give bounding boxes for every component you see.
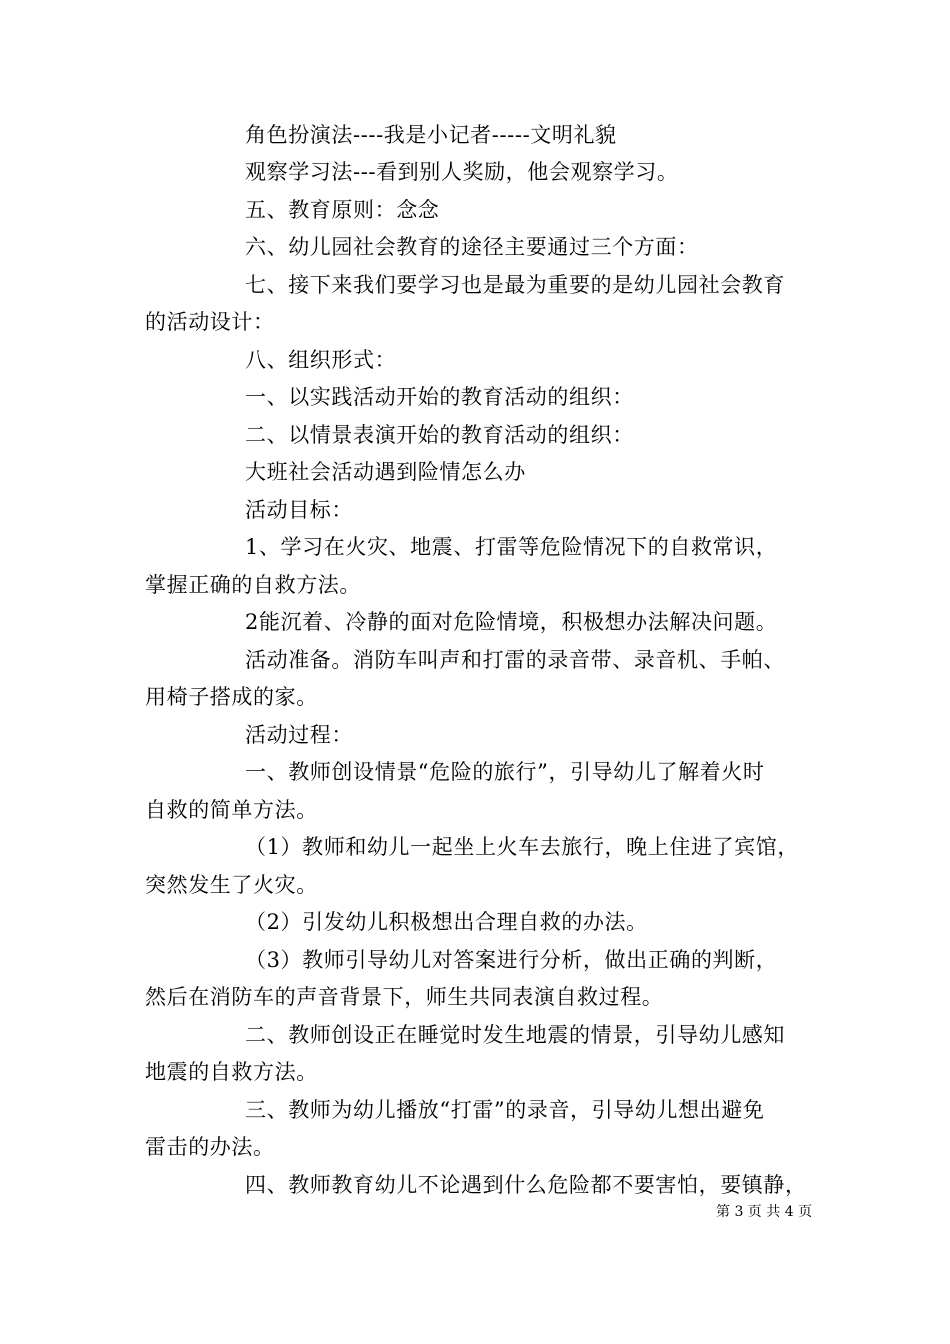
text-line: 一、教师创设情景“危险的旅行”，引导幼儿了解着火时 xyxy=(245,760,765,784)
text-line: 二、以情景表演开始的教育活动的组织： xyxy=(245,423,634,447)
text-line: 活动准备。消防车叫声和打雷的录音带、录音机、手帕、 xyxy=(245,648,785,672)
text-line: 四、教师教育幼儿不论遇到什么危险都不要害怕，要镇静， xyxy=(245,1173,807,1197)
text-line: 的活动设计： xyxy=(145,310,275,334)
text-line: 角色扮演法----我是小记者-----文明礼貌 xyxy=(245,123,617,147)
text-line: 一、以实践活动开始的教育活动的组织： xyxy=(245,385,634,409)
text-line: 雷击的办法。 xyxy=(145,1135,275,1159)
text-line: （1）教师和幼儿一起坐上火车去旅行，晚上住进了宾馆， xyxy=(245,835,799,859)
text-line: 大班社会活动遇到险情怎么办 xyxy=(245,460,526,484)
text-line: 活动目标： xyxy=(245,498,353,522)
page-number: 第 3 页 共 4 页 xyxy=(716,1204,813,1220)
text-line: 突然发生了火灾。 xyxy=(145,873,318,897)
text-line: （3）教师引导幼儿对答案进行分析，做出正确的判断， xyxy=(245,948,778,972)
text-line: （2）引发幼儿积极想出合理自救的办法。 xyxy=(245,910,648,934)
text-line: 三、教师为幼儿播放“打雷”的录音，引导幼儿想出避免 xyxy=(245,1098,765,1122)
text-line: 八、组织形式： xyxy=(245,348,397,372)
text-line: 1、学习在火灾、地震、打雷等危险情况下的自救常识， xyxy=(245,535,778,559)
text-line: 用椅子搭成的家。 xyxy=(145,685,318,709)
text-line: 五、教育原则：念念 xyxy=(245,198,440,222)
text-line: 七、接下来我们要学习也是最为重要的是幼儿园社会教育 xyxy=(245,273,785,297)
text-line: 观察学习法---看到别人奖励，他会观察学习。 xyxy=(245,160,679,184)
text-line: 然后在消防车的声音背景下，师生共同表演自救过程。 xyxy=(145,985,664,1009)
text-line: 2能沉着、冷静的面对危险情境，积极想办法解决问题。 xyxy=(245,610,778,634)
text-line: 活动过程： xyxy=(245,723,353,747)
text-line: 二、教师创设正在睡觉时发生地震的情景，引导幼儿感知 xyxy=(245,1023,785,1047)
text-line: 六、幼儿园社会教育的途径主要通过三个方面： xyxy=(245,235,699,259)
text-line: 地震的自救方法。 xyxy=(145,1060,318,1084)
text-line: 自救的简单方法。 xyxy=(145,798,318,822)
text-line: 掌握正确的自救方法。 xyxy=(145,573,361,597)
